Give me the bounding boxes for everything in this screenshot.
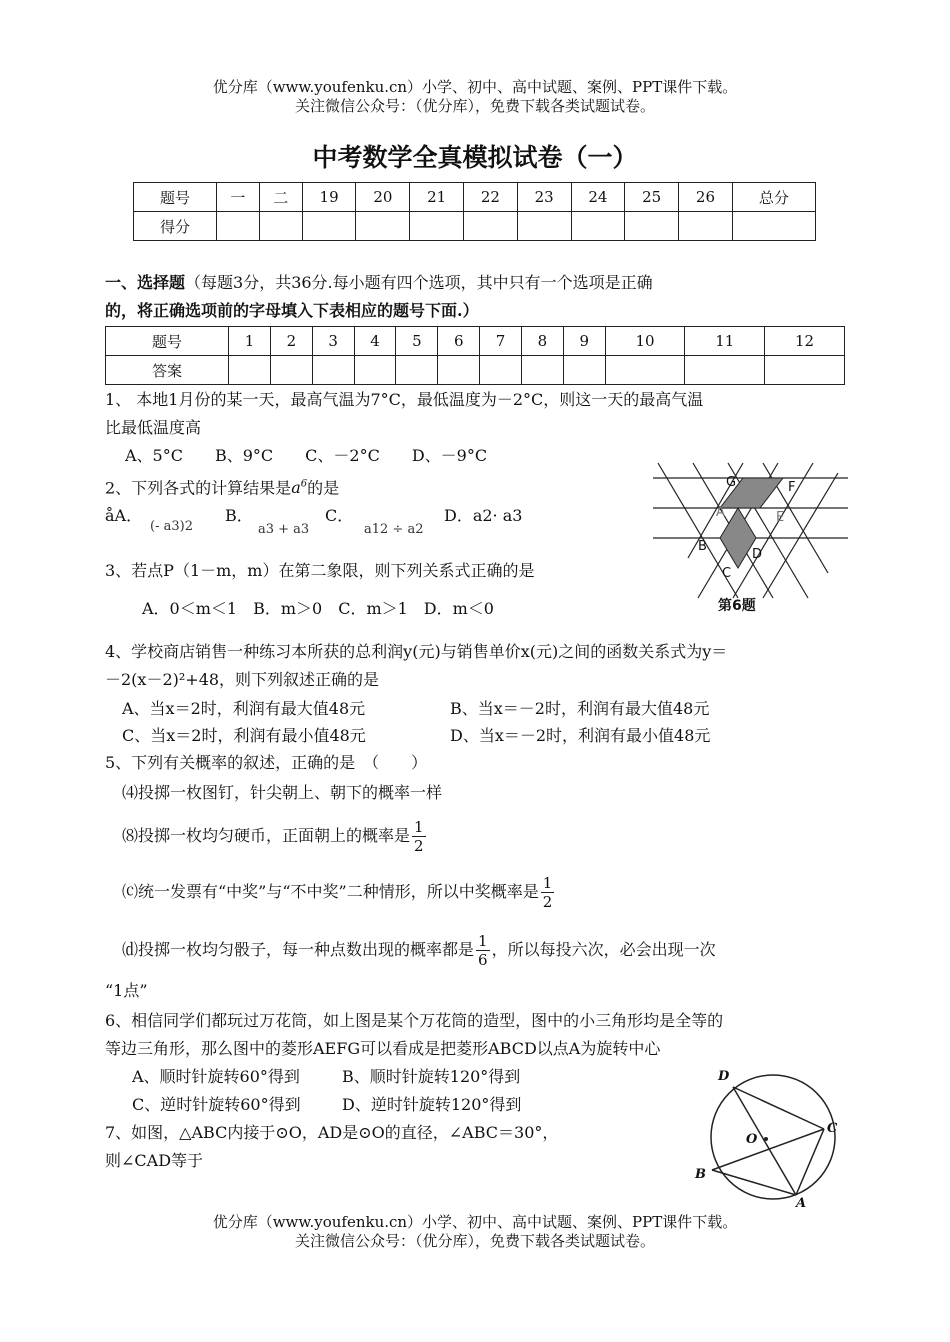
answer-blank-cell[interactable] [605,356,685,385]
score-header-cell: 24 [571,183,625,212]
answer-header-cell: 6 [438,327,480,356]
answer-header-cell: 8 [521,327,563,356]
answer-header-cell: 4 [354,327,396,356]
score-header-cell: 25 [625,183,679,212]
score-header-cell: 19 [302,183,356,212]
footer-line-1: 优分库（www.youfenku.cn）小学、初中、高中试题、案例、PPT课件下载。 [212,1213,738,1231]
fig6-caption: 第6题 [718,598,756,614]
q2-option-a-expr: (- a3)2 [150,519,193,534]
fig6-label-a: A [716,505,725,520]
answer-header-cell: 9 [563,327,605,356]
answer-blank-cell[interactable] [229,356,271,385]
score-table [133,182,816,241]
answer-header-cell: 1 [229,327,271,356]
q6-option-a: A、顺时针旋转60°得到 [132,1067,300,1086]
q4-option-c: C、当x＝2时，利润有最小值48元 [122,726,366,745]
answer-header-cell: 2 [270,327,312,356]
answer-header-cell: 题号 [106,327,229,356]
footer-line-2: 关注微信公众号：（优分库），免费下载各类试题试卷。 [294,1232,655,1250]
score-blank-cell[interactable] [625,212,679,241]
q4-line1: 4、学校商店销售一种练习本所获的总利润y(元)与销售单价x(元)之间的函数关系式为y＝ [105,642,728,661]
score-label-cell: 得分 [134,212,217,241]
q2-stem [105,474,339,499]
answer-label-cell: 答案 [106,356,229,385]
score-blank-cell[interactable] [679,212,733,241]
header-line-2: 关注微信公众号：（优分库），免费下载各类试题试卷。 [294,97,655,115]
answer-header-cell: 12 [765,327,845,356]
answer-blank-cell[interactable] [396,356,438,385]
q1-options: A、5°C B、9°C C、－2°C D、－9°C [125,446,488,465]
fig7-label-d: D [718,1069,730,1084]
answer-table [105,326,845,385]
q2-stem-text: 2、下列各式的计算结果是 [105,478,292,498]
fig7-label-o: O [746,1132,758,1147]
q7-line2: 则∠CAD等于 [105,1151,204,1170]
q6-option-d: D、逆时针旋转120°得到 [342,1095,522,1114]
score-blank-cell[interactable] [356,212,410,241]
answer-blank-cell[interactable] [685,356,765,385]
score-blank-cell[interactable] [464,212,518,241]
answer-blank-cell[interactable] [563,356,605,385]
q5-option-a: ⑷投掷一枚图钉，针尖朝上、朝下的概率一样 [122,783,443,802]
q5-stem: 5、下列有关概率的叙述，正确的是 （ ） [105,753,428,772]
q5-option-d-tail: ，所以每投六次，必会出现一次 [491,940,716,959]
answer-header-cell: 3 [312,327,354,356]
answer-header-cell: 10 [605,327,685,356]
score-header-cell: 题号 [134,183,217,212]
q6-option-b: B、顺时针旋转120°得到 [342,1067,521,1086]
q7-line1: 7、如图，△ABC内接于⊙O，AD是⊙O的直径，∠ABC＝30°， [105,1123,559,1142]
q4-option-b: B、当x＝－2时，利润有最大值48元 [450,699,710,718]
fig6-label-b: B [698,539,707,554]
circle-o [711,1075,835,1199]
q3-stem: 3、若点P（1－m，m）在第二象限，则下列关系式正确的是 [105,561,535,580]
fig6-label-d: D [752,547,763,562]
score-blank-cell[interactable] [517,212,571,241]
kaleidoscope-figure [648,458,853,618]
q1-line1: 1、 本地1月份的某一天，最高气温为7°C，最低温度为－2°C，则这一天的最高气温 [105,390,704,409]
q6-line1: 6、相信同学们都玩过万花筒，如上图是某个万花筒的造型，图中的小三角形均是全等的 [105,1011,724,1030]
q5-fraction-half-c: $\frac{1}{2}$ [542,874,553,911]
answer-header-cell: 5 [396,327,438,356]
q2-option-b-label: B． [225,506,253,525]
answer-blank-cell[interactable] [521,356,563,385]
fig7-label-c: C [827,1121,838,1136]
q2-option-b-expr: a3 + a3 [258,522,310,537]
score-header-cell: 22 [464,183,518,212]
fig6-label-c: C [722,566,732,581]
q6-option-c: C、逆时针旋转60°得到 [132,1095,301,1114]
q5-option-d-text: ⒟投掷一枚均匀骰子，每一种点数出现的概率都是 [122,940,475,959]
score-header-cell: 20 [356,183,410,212]
section1-heading-line2: 的，将正确选项前的字母填入下表相应的题号下面.） [105,301,479,320]
answer-blank-cell[interactable] [438,356,480,385]
answer-blank-cell[interactable] [270,356,312,385]
fig7-label-a: A [796,1196,807,1207]
q5-fraction-half-b: $\frac{1}{2}$ [414,818,424,855]
answer-table-answer-row [106,356,845,385]
answer-header-cell: 7 [480,327,522,356]
score-table-header-row [134,183,816,212]
fig6-label-e: E [776,510,785,525]
fig6-label-f: F [788,480,796,495]
score-blank-cell[interactable] [217,212,260,241]
q2-option-c-expr: a12 ÷ a2 [364,522,424,537]
score-header-cell: 总分 [732,183,815,212]
score-blank-cell[interactable] [732,212,815,241]
fig7-label-b: B [695,1167,706,1182]
section1-heading [105,272,653,294]
score-blank-cell[interactable] [571,212,625,241]
score-header-cell: 21 [410,183,464,212]
q5-option-b-text: ⑻投掷一枚均匀硬币，正面朝上的概率是 [122,826,411,845]
q4-line2: －2(x－2)²+48，则下列叙述正确的是 [105,670,380,689]
score-header-cell: 23 [517,183,571,212]
answer-blank-cell[interactable] [312,356,354,385]
q5-option-c [122,874,556,911]
q2-stem-expr: $a^6$ [291,478,308,498]
header-line-1: 优分库（www.youfenku.cn）小学、初中、高中试题、案例、PPT课件下载。 [212,78,738,96]
q5-fraction-sixth: $\frac{1}{6}$ [478,932,488,969]
q5-option-d [122,932,716,969]
score-header-cell: 二 [259,183,302,212]
fig6-label-g: G [726,475,737,490]
q4-option-a: A、当x＝2时，利润有最大值48元 [122,699,366,718]
circle-figure [688,1062,848,1207]
score-table-score-row [134,212,816,241]
score-blank-cell[interactable] [410,212,464,241]
score-blank-cell[interactable] [302,212,356,241]
section1-heading-note: （每题3分，共36分.每小题有四个选项，其中只有一个选项是正确 [185,273,653,292]
q2-option-d: D．a2· a3 [444,506,523,525]
q5-option-b [122,818,428,855]
q2-stem-tail: 的是 [307,478,340,498]
answer-table-header-row [106,327,845,356]
q3-options: A．0＜m＜1 B．m＞0 C．m＞1 D．m＜0 [142,599,494,618]
score-header-cell: 一 [217,183,260,212]
answer-blank-cell[interactable] [765,356,845,385]
page-title: 中考数学全真模拟试卷（一） [312,143,638,172]
q2-option-c-label: C． [325,506,354,525]
q5-option-c-text: ⒞统一发票有“中奖”与“不中奖”二种情形，所以中奖概率是 [122,882,539,901]
score-header-cell: 26 [679,183,733,212]
answer-blank-cell[interactable] [480,356,522,385]
section1-heading-bold: 一、选择题 [105,273,186,292]
q2-option-a-label: åA． [105,506,143,525]
q1-line2: 比最低温度高 [105,418,202,437]
q5-option-d-line2: “1点” [105,981,148,1000]
q4-option-d: D、当x＝－2时，利润有最小值48元 [450,726,711,745]
score-blank-cell[interactable] [259,212,302,241]
answer-header-cell: 11 [685,327,765,356]
q6-line2: 等边三角形，那么图中的菱形AEFG可以看成是把菱形ABCD以点A为旋转中心 [105,1039,661,1058]
answer-blank-cell[interactable] [354,356,396,385]
